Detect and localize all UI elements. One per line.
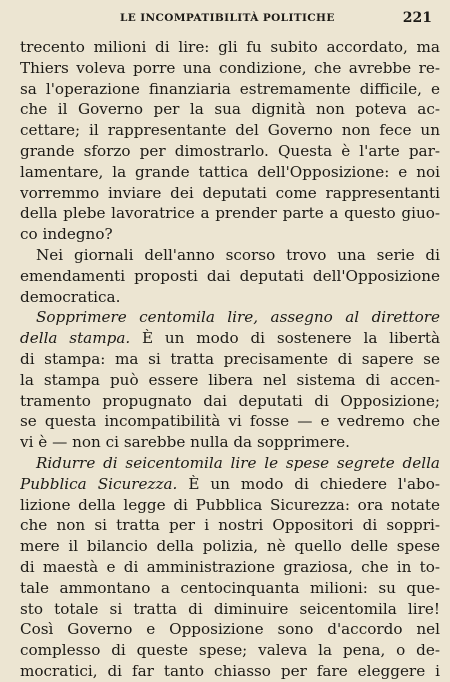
text-segment: che non si tratta per i nostri Oppositori di soppri- (20, 516, 440, 535)
text-line (20, 58, 440, 79)
text-line (20, 183, 440, 204)
text-line (20, 370, 440, 391)
text-line (20, 79, 440, 100)
text-segment: Thiers voleva porre una condizione, che avrebbe re- (20, 58, 440, 77)
body-text (20, 37, 440, 682)
text-line (20, 640, 440, 661)
text-line (20, 245, 440, 266)
text-segment: Nei giornali dell'anno scorso trovo una serie di (36, 245, 440, 264)
text-line (20, 515, 440, 536)
text-segment: mocratici, di far tanto chiasso per fare eleggere i (20, 661, 440, 680)
text-segment: della plebe lavoratrice a prender parte a questo giuo- (20, 204, 440, 223)
text-line (20, 141, 440, 162)
text-segment: trecento milioni di lire: gli fu subito accordato, ma (20, 38, 440, 56)
text-line (20, 99, 440, 120)
page-number: 221 (402, 10, 432, 26)
text-segment: emendamenti proposti dai deputati dell'Opposizione (20, 266, 440, 285)
text-line (20, 162, 440, 183)
text-line (20, 599, 440, 620)
text-line (20, 391, 440, 412)
text-segment: vorremmo inviare dei deputati come rappresentanti (20, 183, 440, 202)
text-segment: la stampa può essere libera nel sistema di accen- (20, 370, 440, 389)
text-line (20, 557, 440, 578)
text-segment: sto totale si tratta di diminuire seicentomila lire! (20, 599, 440, 618)
text-segment: di maestà e di amministrazione graziosa, che in to- (20, 557, 440, 576)
text-line (20, 120, 440, 141)
text-segment: lizione della legge di Pubblica Sicurezza: ora notate (20, 495, 440, 514)
text-segment: lamentare, la grande tattica dell'Opposizione: e noi (20, 162, 440, 181)
text-segment: mere il bilancio della polizia, nè quello delle spese (20, 537, 440, 556)
text-segment: tramento propugnato dai deputati di Opposizione; (20, 391, 440, 410)
text-line (20, 661, 440, 682)
text-segment: democratica. (20, 287, 121, 306)
text-line (20, 224, 440, 245)
text-segment: che il Governo per la sua dignità non poteva ac- (20, 100, 440, 119)
italic-text: Sopprimere centomila lire, assegno al direttore (36, 308, 440, 327)
text-segment: cettare; il rappresentante del Governo non fece un (20, 121, 440, 140)
italic-text: della stampa. (20, 329, 131, 348)
text-segment: È un modo di sostenere la libertà (130, 329, 440, 348)
text-segment: Così Governo e Opposizione sono d'accordo nel (20, 620, 440, 639)
text-line (20, 203, 440, 224)
text-line (20, 495, 440, 516)
text-line (20, 37, 440, 58)
text-line (20, 349, 440, 370)
text-line (20, 474, 440, 495)
text-line (20, 411, 440, 432)
text-segment: grande sforzo per dimostrarlo. Questa è l'arte par- (20, 141, 440, 160)
text-segment: co indegno? (20, 225, 113, 244)
text-segment: di stampa: ma si tratta precisamente di sapere se (20, 349, 440, 368)
running-header: LE INCOMPATIBILITÀ POLITICHE (120, 12, 335, 24)
text-segment: tale ammontano a centocinquanta milioni: su que- (20, 578, 440, 597)
text-line (20, 328, 440, 349)
text-segment: È un modo di chiedere l'abo- (177, 474, 440, 493)
text-segment: sa l'operazione finanziaria estremamente difficile, e (20, 79, 440, 98)
text-segment: vi è — non ci sarebbe nulla da sopprimere. (20, 433, 350, 452)
italic-text: Ridurre di seicentomila lire le spese segrete della (36, 453, 440, 472)
italic-text: Pubblica Sicurezza. (20, 474, 178, 493)
text-segment: se questa incompatibilità vi fosse — e vedremo che (20, 412, 440, 431)
text-line (20, 536, 440, 557)
text-line (20, 619, 440, 640)
text-line (20, 432, 440, 453)
text-line (20, 578, 440, 599)
text-line (20, 453, 440, 474)
text-line (20, 307, 440, 328)
text-line (20, 287, 440, 308)
text-line (20, 266, 440, 287)
text-segment: complesso di queste spese; valeva la pena, o de- (20, 641, 440, 660)
